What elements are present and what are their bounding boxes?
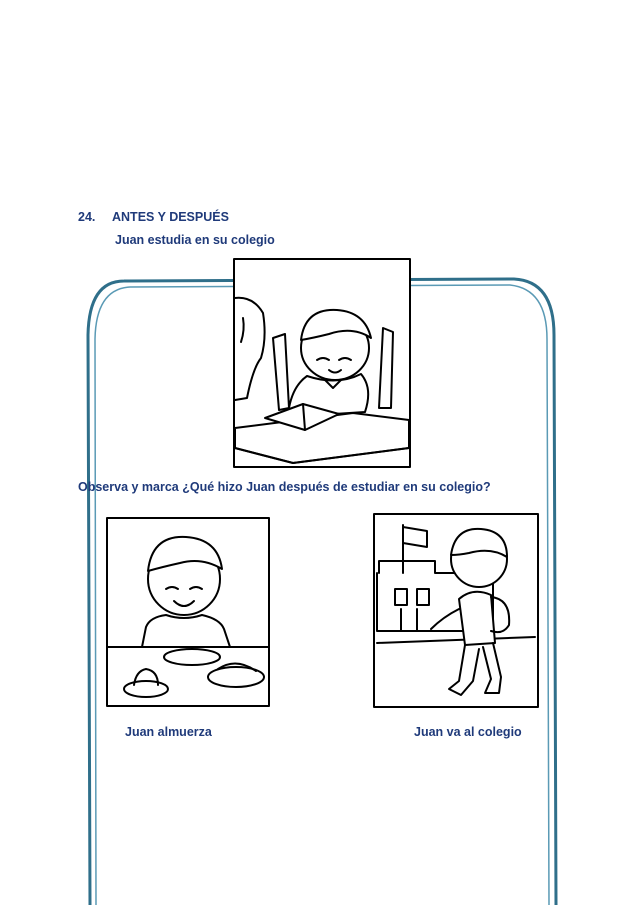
boy-walking-to-school-illustration[interactable] bbox=[373, 513, 539, 708]
exercise-title: ANTES Y DESPUÉS bbox=[112, 210, 229, 224]
boy-studying-illustration bbox=[233, 258, 411, 468]
question-text: Observa y marca ¿Qué hizo Juan después de estudiar en su colegio? bbox=[78, 480, 491, 494]
option-label-lunch: Juan almuerza bbox=[125, 725, 212, 739]
exercise-number: 24. bbox=[78, 210, 96, 224]
boy-eating-illustration[interactable] bbox=[106, 517, 270, 707]
exercise-subtitle: Juan estudia en su colegio bbox=[115, 233, 275, 247]
exercise-heading bbox=[78, 210, 229, 224]
option-label-school: Juan va al colegio bbox=[414, 725, 522, 739]
